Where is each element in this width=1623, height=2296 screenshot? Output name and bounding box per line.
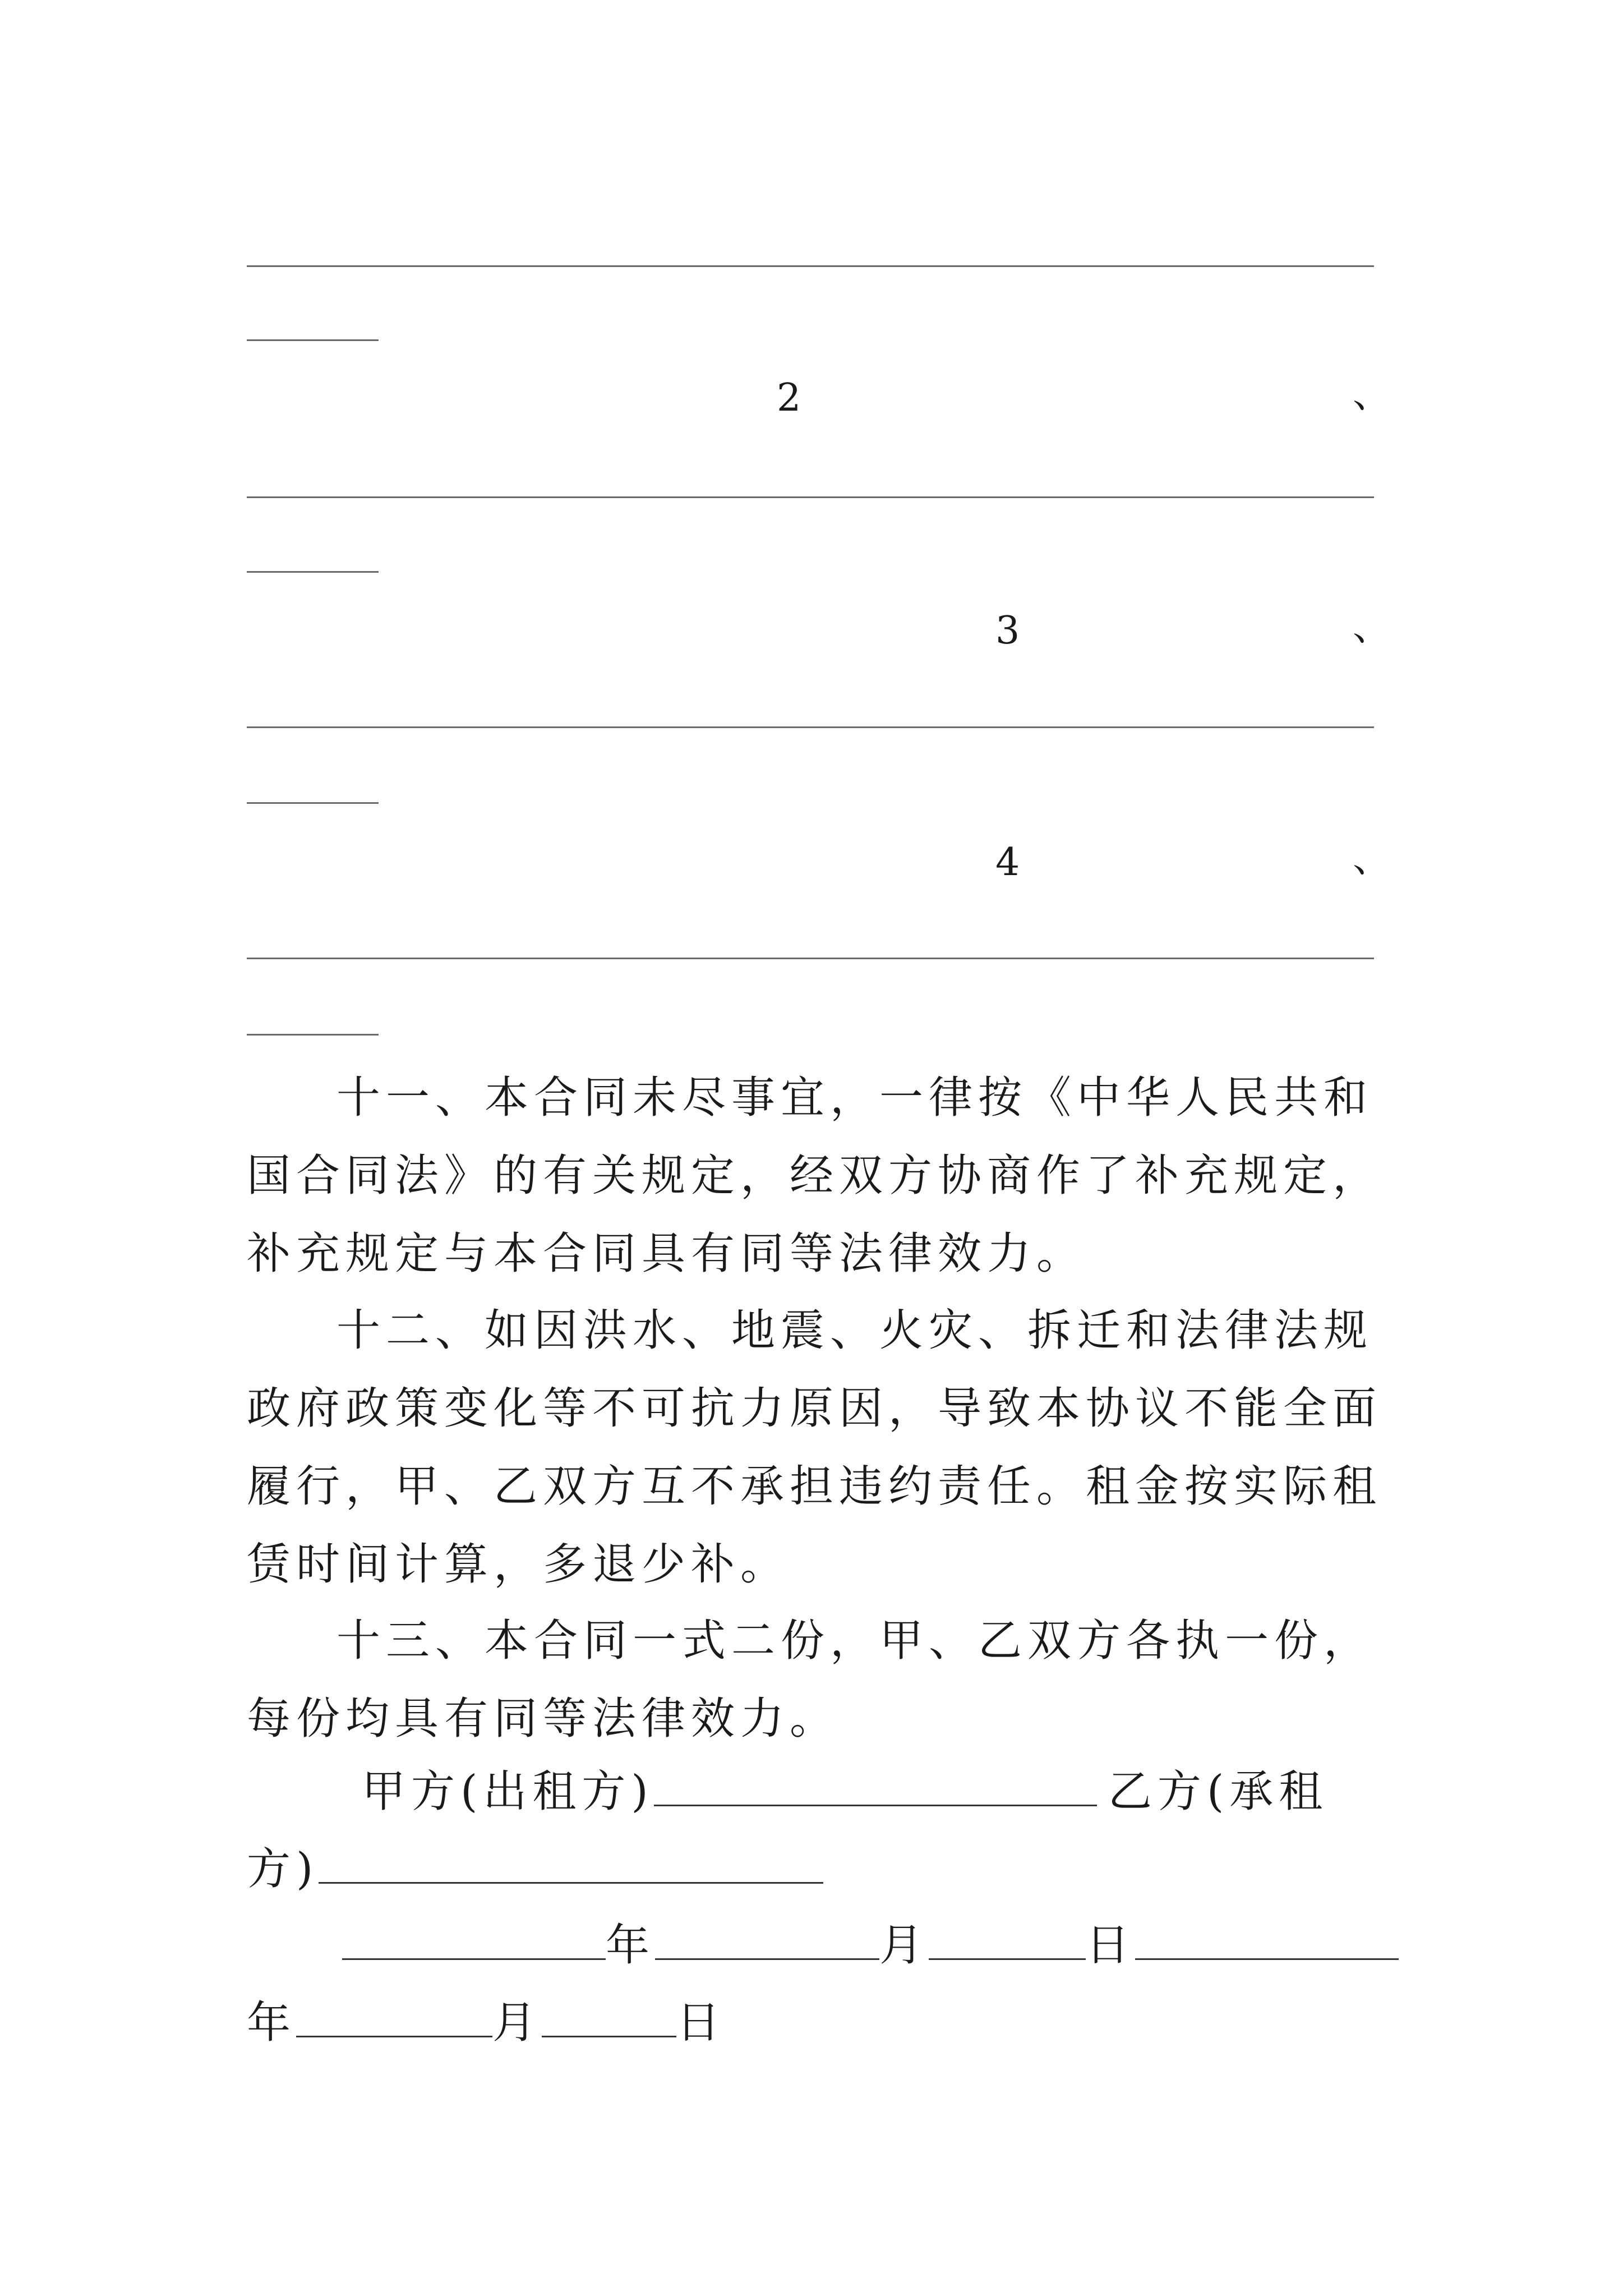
clause-11: 十一、本合同未尽事宜，一律按《中华人民共和国合同法》的有关规定，经双方协商作了补充规定，补充规定与本合同具有同等法律效力。 (247, 1073, 1382, 1279)
fill-line (247, 265, 1374, 267)
year-label: 年 (606, 1920, 656, 1971)
fill-line-end (247, 571, 379, 573)
day-label: 日 (1086, 1920, 1136, 1971)
date-row-cont (247, 1995, 726, 2051)
day-label-b: 日 (676, 1998, 726, 2048)
month-blank-b (296, 2036, 492, 2037)
list-item-2 (247, 373, 1391, 424)
fill-line-end (247, 802, 379, 804)
list-number: 3 (995, 609, 1020, 653)
signature-row-cont (247, 1841, 823, 1897)
clause-12: 十二、如因洪水、地震、火灾、拆迁和法律法规政府政策变化等不可抗力原因，导致本协议不能全面履行，甲、乙双方互不承担违约责任。租金按实际租赁时间计算，多退少补。 (247, 1305, 1382, 1590)
clause-13: 十三、本合同一式二份，甲、乙双方各执一份，每份均具有同等法律效力。 (247, 1616, 1373, 1744)
list-item-4 (247, 838, 1391, 888)
day-blank-a (929, 1958, 1086, 1960)
list-number: 4 (995, 840, 1020, 885)
party-a-blank (654, 1805, 1097, 1806)
list-number: 2 (777, 376, 801, 420)
party-a-label: 甲方(出租方) (362, 1766, 654, 1817)
month-label-b: 月 (492, 1998, 542, 2048)
year-blank-a (342, 1958, 606, 1960)
signature-row (362, 1764, 1328, 1820)
year-blank-b (1135, 1958, 1399, 1960)
party-b-label-cont: 方) (247, 1844, 319, 1894)
list-mark: 、 (1352, 372, 1391, 417)
party-b-label: 乙方(承租 (1108, 1766, 1329, 1817)
list-mark: 、 (1352, 837, 1391, 881)
year-label-b: 年 (247, 1998, 297, 2048)
fill-line-end (247, 339, 379, 341)
list-mark: 、 (1352, 605, 1391, 650)
day-blank-b (542, 2036, 676, 2037)
date-row (342, 1917, 1399, 1973)
list-item-3 (247, 606, 1391, 656)
month-label: 月 (879, 1920, 929, 1971)
fill-line-end (247, 1034, 379, 1036)
month-blank-a (655, 1958, 879, 1960)
fill-line (247, 496, 1374, 498)
party-b-blank (319, 1882, 823, 1884)
fill-line (247, 726, 1374, 728)
fill-line (247, 958, 1374, 959)
